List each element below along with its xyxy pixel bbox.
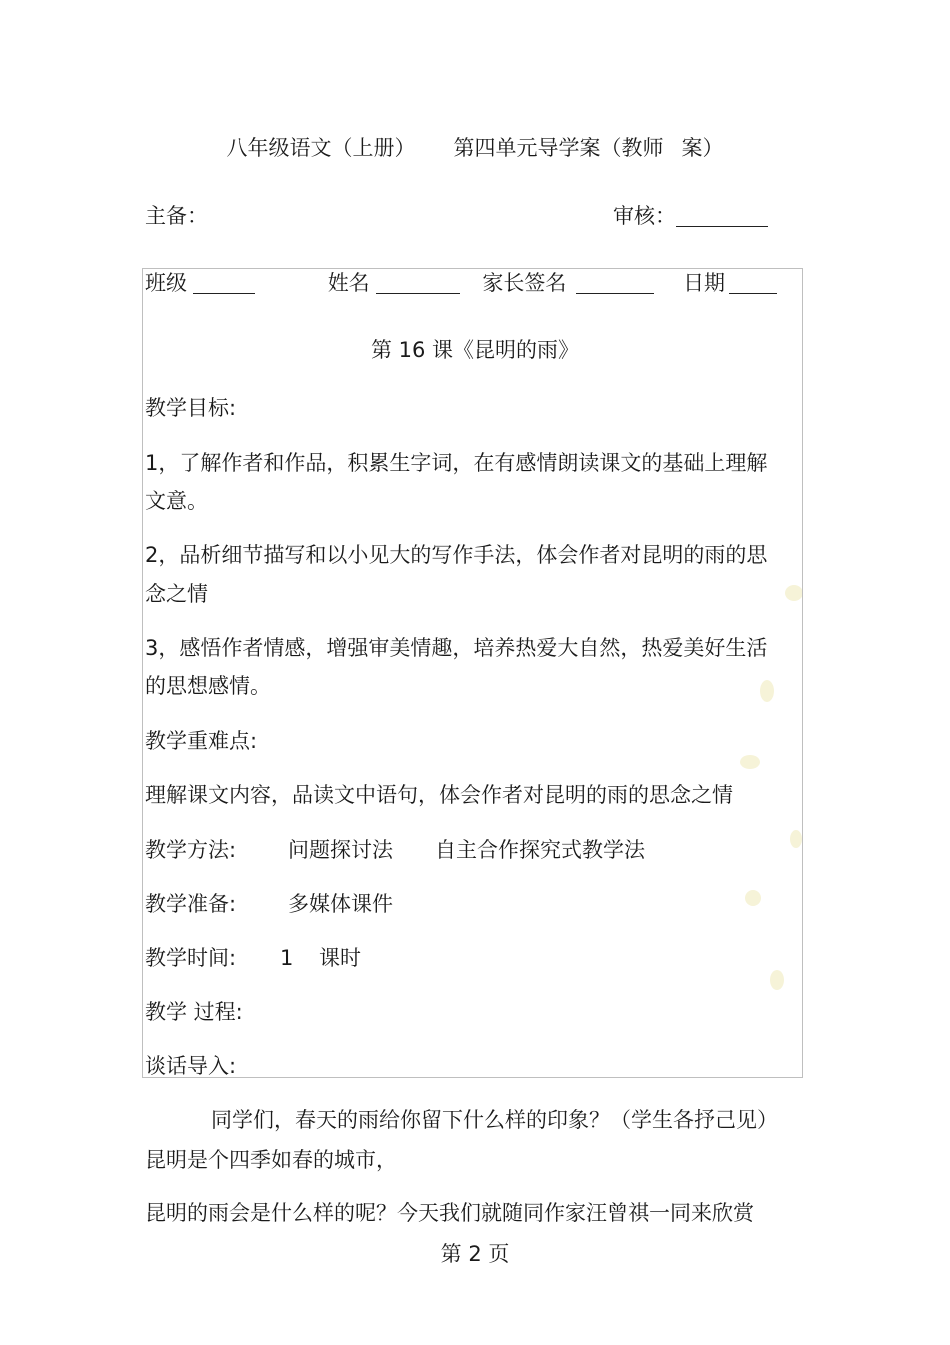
date-label: 日期: [683, 271, 726, 295]
method-row: [145, 838, 645, 862]
reviewer: [613, 206, 768, 227]
parent-sign-blank[interactable]: [576, 292, 654, 294]
objective-3-line2: 的思想感情。: [145, 674, 271, 698]
body-para1-line1: 同学们，春天的雨给你留下什么样的印象？（学生各抒己见）: [211, 1108, 778, 1132]
page-number: 第 2 页: [440, 1242, 510, 1266]
objectives-heading: 教学目标:: [145, 396, 237, 420]
intro-label: 谈话导入:: [145, 1054, 237, 1078]
date-blank[interactable]: [729, 292, 777, 294]
class-label: 班级: [145, 271, 187, 295]
method-label: 教学方法:: [145, 838, 237, 862]
time-row: [145, 946, 361, 970]
chief-label: 主备：: [145, 204, 208, 228]
body-para2-line1: 昆明的雨会是什么样的呢？今天我们就随同作家汪曾祺一同来欣赏: [145, 1201, 754, 1225]
objective-2-line2: 念之情: [145, 582, 208, 606]
lesson-title: [0, 340, 950, 361]
lesson-title-text: 第 16 课《昆明的雨》: [370, 338, 580, 362]
objective-2-line1: 2，品析细节描写和以小见大的写作手法，体会作者对昆明的雨的思: [145, 543, 768, 567]
prep-row: [145, 892, 393, 916]
time-label: 教学时间:: [145, 946, 237, 970]
method-value-2: 自主合作探究式教学法: [435, 838, 645, 862]
name-blank[interactable]: [376, 292, 460, 294]
time-number: 1: [280, 946, 294, 970]
title-part-3: 案）: [681, 136, 724, 160]
body-para1-line2: 昆明是个四季如春的城市，: [145, 1148, 397, 1172]
method-value-1: 问题探讨法: [288, 838, 393, 862]
title-part-1: 八年级语文（上册）: [226, 136, 416, 160]
time-unit: 课时: [319, 946, 361, 970]
parent-sign-label: 家长签名: [482, 271, 567, 295]
content-box: [142, 268, 803, 1078]
name-label: 姓名: [327, 271, 370, 295]
keypoints-heading: 教学重难点:: [145, 729, 258, 753]
process-label: 教学 过程:: [145, 1000, 243, 1024]
document-title: [0, 138, 950, 159]
review-blank[interactable]: [676, 225, 768, 227]
class-blank[interactable]: [193, 292, 255, 294]
objective-3-line1: 3，感悟作者情感，增强审美情趣，培养热爱大自然，热爱美好生活: [145, 636, 768, 660]
prep-value: 多媒体课件: [288, 892, 393, 916]
keypoints-text: 理解课文内容，品读文中语句，体会作者对昆明的雨的思念之情: [145, 783, 733, 807]
review-label: 审核：: [613, 204, 676, 228]
objective-1-line2: 文意。: [145, 489, 208, 513]
objective-1-line1: 1，了解作者和作品，积累生字词，在有感情朗读课文的基础上理解: [145, 451, 768, 475]
title-part-2: 第四单元导学案（教师: [453, 136, 664, 160]
prep-label: 教学准备:: [145, 892, 237, 916]
chief-preparer: [145, 206, 208, 227]
student-info-row: [145, 273, 777, 294]
